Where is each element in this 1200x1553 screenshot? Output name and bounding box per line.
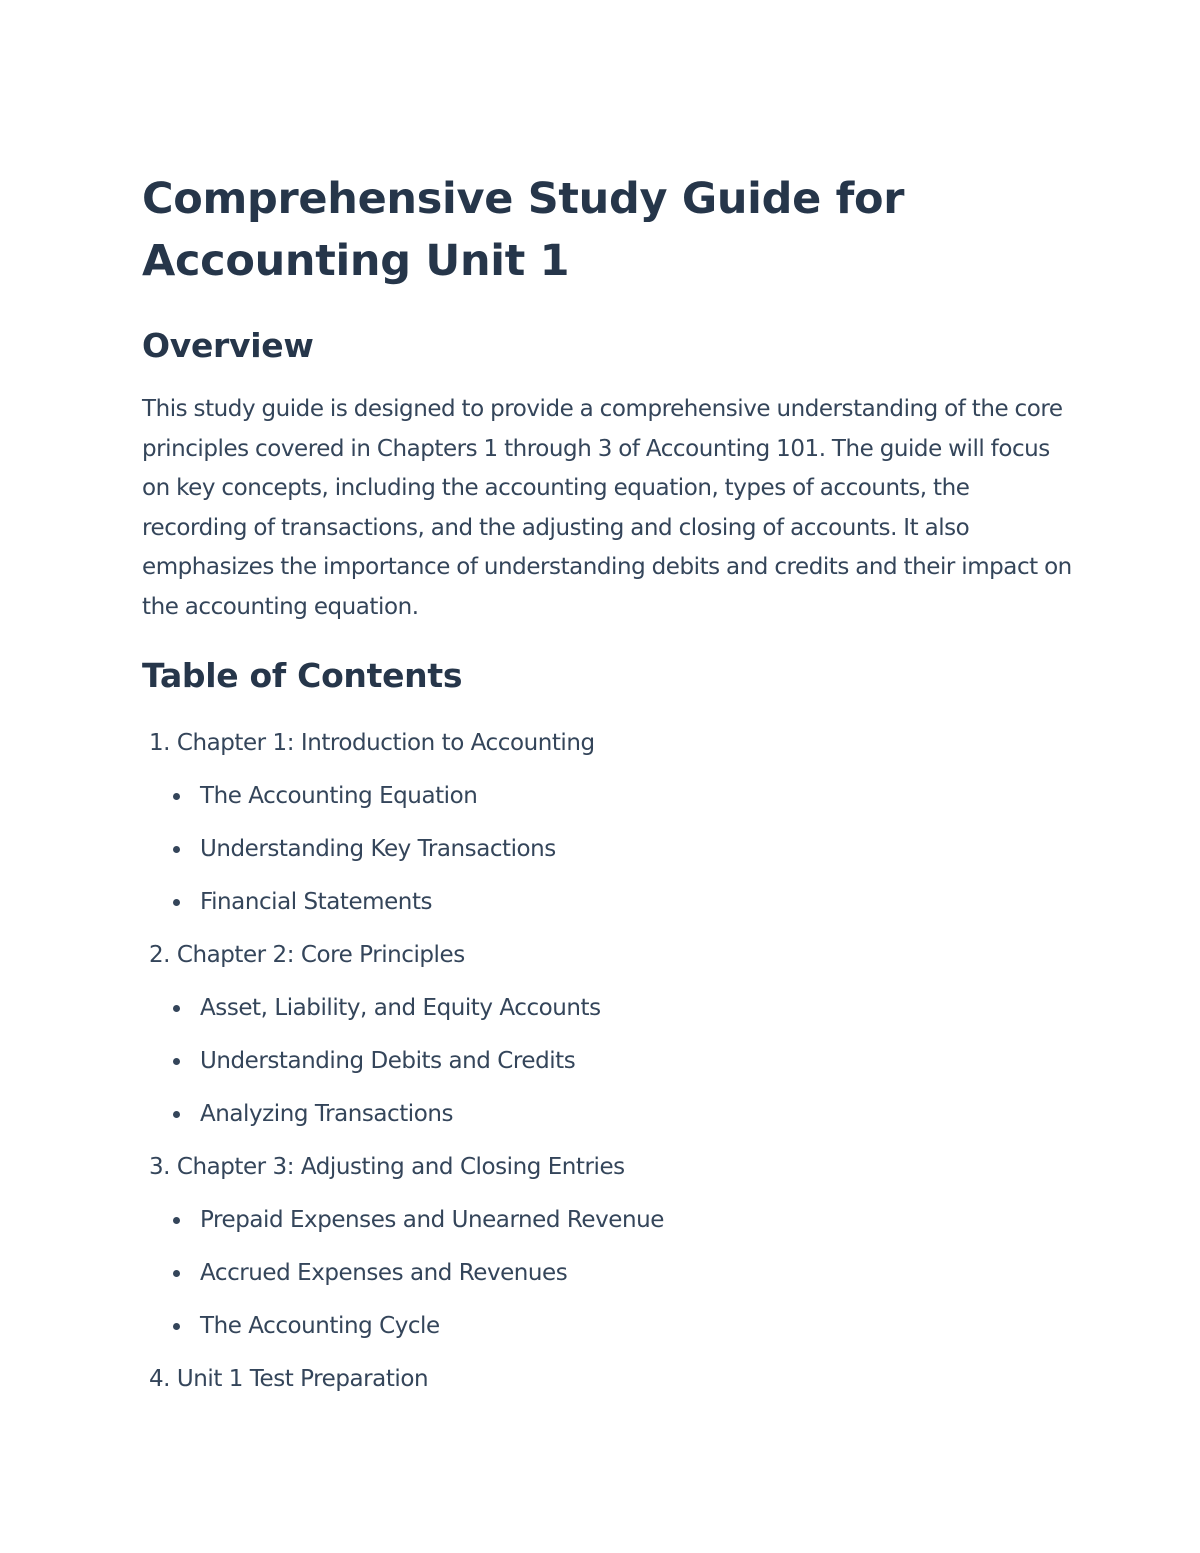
overview-heading: Overview <box>142 326 314 365</box>
toc-subitem-label: Accrued Expenses and Revenues <box>200 1259 568 1286</box>
toc-subitem <box>142 1088 1072 1141</box>
bullet-icon <box>173 1111 180 1118</box>
toc-subitem <box>142 770 1072 823</box>
toc-subitem-label: The Accounting Cycle <box>200 1312 440 1339</box>
toc-chapter-label: Unit 1 Test Preparation <box>176 1365 429 1392</box>
toc-chapter-4 <box>142 1353 1072 1406</box>
toc-chapter-label: Chapter 2: Core Principles <box>176 941 465 968</box>
bullet-icon <box>173 1323 180 1330</box>
toc-subitem <box>142 823 1072 876</box>
toc-sublist <box>142 982 1072 1141</box>
toc-chapter-line <box>142 717 1072 770</box>
toc-subitem <box>142 876 1072 929</box>
toc-subitem-label: Prepaid Expenses and Unearned Revenue <box>200 1206 664 1233</box>
bullet-icon <box>173 1058 180 1065</box>
overview-paragraph: This study guide is designed to provide a comprehensive understanding of the core principles covered in Chapters 1 through 3 of Accounting 101. The guide will focus on key concepts, including the accounting equation, types of accounts, the recording of transactions, and the adjusting and closing of accounts. It also emphasizes the importance of understanding debits and credits and their impact on the accounting equation. <box>142 396 1072 620</box>
toc-subitem-label: Financial Statements <box>200 888 433 915</box>
page-title: Comprehensive Study Guide for Accounting Unit 1 <box>142 174 905 286</box>
toc-subitem <box>142 1035 1072 1088</box>
toc-sublist <box>142 770 1072 929</box>
toc-chapter-1 <box>142 717 1072 929</box>
toc-number: 2. <box>148 941 170 968</box>
bullet-icon <box>173 1217 180 1224</box>
toc-subitem <box>142 1300 1072 1353</box>
toc-chapter-line <box>142 1141 1072 1194</box>
toc-subitem-label: Asset, Liability, and Equity Accounts <box>200 994 601 1021</box>
toc-subitem <box>142 1194 1072 1247</box>
table-of-contents-list <box>142 717 1072 1406</box>
bullet-icon <box>173 1270 180 1277</box>
bullet-icon <box>173 899 180 906</box>
toc-chapter-label: Chapter 1: Introduction to Accounting <box>176 729 595 756</box>
toc-chapter-line <box>142 929 1072 982</box>
bullet-icon <box>173 1005 180 1012</box>
bullet-icon <box>173 793 180 800</box>
toc-subitem <box>142 1247 1072 1300</box>
toc-number: 3. <box>148 1153 170 1180</box>
toc-subitem-label: The Accounting Equation <box>200 782 478 809</box>
toc-subitem <box>142 982 1072 1035</box>
table-of-contents-heading: Table of Contents <box>142 655 463 695</box>
bullet-icon <box>173 846 180 853</box>
toc-chapter-label: Chapter 3: Adjusting and Closing Entries <box>176 1153 625 1180</box>
toc-chapter-3 <box>142 1141 1072 1353</box>
toc-number: 4. <box>148 1365 170 1392</box>
toc-subitem-label: Understanding Key Transactions <box>200 835 556 862</box>
toc-chapter-2 <box>142 929 1072 1141</box>
toc-sublist <box>142 1194 1072 1353</box>
toc-number: 1. <box>148 729 170 756</box>
toc-subitem-label: Analyzing Transactions <box>200 1100 454 1127</box>
toc-subitem-label: Understanding Debits and Credits <box>200 1047 576 1074</box>
toc-chapter-line <box>142 1353 1072 1406</box>
document-page <box>142 168 1072 1406</box>
